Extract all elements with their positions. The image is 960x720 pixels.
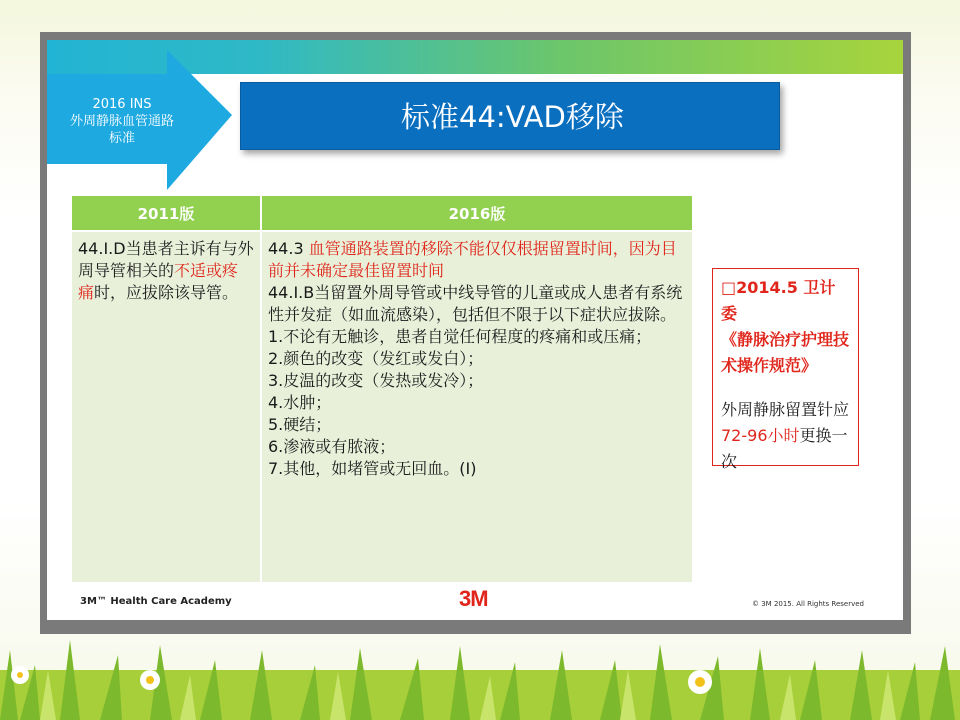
slide-title: 标准44:VAD移除 [240, 82, 780, 150]
symptom-item: 4.水肿； [268, 393, 332, 412]
arrow-line-1: 2016 INS [92, 97, 152, 112]
symptom-item: 5.硬结； [268, 415, 332, 434]
cell-2016-prefix: 44.3 [268, 239, 309, 258]
3m-logo: 3M [459, 586, 488, 611]
regulation-title: 《静脉治疗护理技术操作规范》 [721, 330, 850, 375]
cell-2016-highlight: 血管通路装置的移除不能仅仅根据留置时间，因为目前并未确定最佳留置时间 [268, 239, 677, 280]
comparison-table [72, 196, 692, 582]
regulation-source: □2014.5 卫计委 [721, 278, 836, 323]
cell-2016 [261, 231, 692, 582]
symptom-item: 2.颜色的改变（发红或发白）； [268, 349, 484, 368]
regulation-hours: 72-96小时 [721, 426, 800, 445]
arrow-line-3: 标准 [108, 131, 135, 146]
slide [47, 40, 903, 620]
arrow-line-2: 外周静脉血管通路 [69, 114, 174, 129]
arrow-label [47, 96, 197, 147]
symptom-item: 1.不论有无触诊，患者自觉任何程度的疼痛和或压痛； [268, 327, 652, 346]
regulation-box [712, 268, 859, 471]
cell-2011-end: 时，应拔除该导管。 [94, 283, 239, 302]
header-2016: 2016版 [261, 196, 692, 231]
symptom-item: 6.渗液或有脓液； [268, 437, 396, 456]
footer-copyright: © 3M 2015. All Rights Reserved [752, 600, 864, 608]
symptom-item: 3.皮温的改变（发热或发冷）； [268, 371, 484, 390]
cell-2011-highlight: 不适或疼痛 [78, 261, 239, 302]
footer-academy: 3M™ Health Care Academy [80, 596, 232, 607]
cell-2011-text: 44.Ⅰ.D当患者主诉有与外周导管相关的 [78, 239, 254, 280]
regulation-end: 更换一次 [721, 426, 848, 471]
regulation-text: 外周静脉留置针应 [721, 400, 850, 419]
cell-2016-paragraph: 44.Ⅰ.B当留置外周导管或中线导管的儿童或成人患者有系统性并发症（如血流感染），包括但不限于以下症状应拔除。 [268, 283, 683, 324]
symptom-item: 7.其他，如堵管或无回血。(Ⅰ) [268, 459, 477, 478]
header-2011: 2011版 [72, 196, 261, 231]
cell-2011 [72, 231, 261, 582]
